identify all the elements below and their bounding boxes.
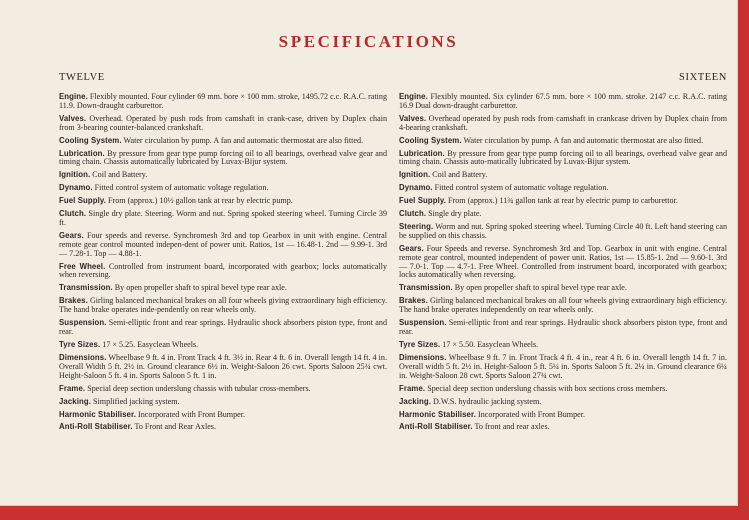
spec-text: By open propeller shaft to spiral bevel type rear axle. bbox=[454, 283, 627, 293]
spec-label: Fuel Supply. bbox=[399, 196, 446, 206]
spec-item bbox=[399, 93, 727, 111]
spec-label: Clutch. bbox=[399, 209, 427, 219]
spec-text: Worm and nut. Spring spoked steering wheel. Turning Circle 40 ft. Left hand steering can be supplied on this chassis. bbox=[399, 222, 727, 241]
spec-item bbox=[399, 171, 727, 180]
spec-item bbox=[59, 171, 387, 180]
spec-item bbox=[399, 297, 727, 315]
twelve-spec-list bbox=[59, 93, 387, 436]
sixteen-heading: SIXTEEN bbox=[679, 72, 727, 83]
spec-label: Free Wheel. bbox=[59, 261, 106, 271]
spec-label: Gears. bbox=[59, 231, 84, 241]
spec-label: Gears. bbox=[399, 244, 424, 254]
spec-text: Simplified jacking system. bbox=[93, 396, 180, 406]
spec-text: Special deep section underslung chassis with tubular cross-members. bbox=[87, 383, 311, 393]
spec-label: Tyre Sizes. bbox=[59, 339, 101, 349]
spec-text: From (approx.) 10½ gallon tank at rear by electric pump. bbox=[108, 196, 293, 206]
spec-text: Controlled from instrument board, incorporated with gearbox; locks automatically when reversing. bbox=[59, 261, 387, 280]
spec-text: To front and rear axles. bbox=[474, 422, 550, 432]
spec-text: Girling balanced mechanical brakes on all four wheels giving extraordinary high efficiency. The hand brake operates inde-pendently on rear wheels only. bbox=[59, 296, 387, 315]
spec-text: Overhead operated by push rods from camshaft in crankcase driven by Duplex chain from 4-bearing crankshaft. bbox=[399, 113, 727, 132]
spec-item bbox=[399, 197, 727, 206]
spec-text: Coil and Battery. bbox=[92, 170, 148, 180]
spec-text: Single dry plate. bbox=[428, 209, 482, 219]
spec-label: Cooling System. bbox=[399, 135, 462, 145]
spec-label: Lubrication. bbox=[59, 148, 105, 158]
spec-label: Harmonic Stabiliser. bbox=[399, 409, 476, 419]
spec-text: Special deep section underslung chassis with box sections cross members. bbox=[427, 383, 668, 393]
spec-text: Water circulation by pump. A fan and automatic thermostat are also fitted. bbox=[463, 135, 704, 145]
spec-text: From (approx.) 11¾ gallon tank at rear by electric pump to carburettor. bbox=[448, 196, 678, 206]
spec-item bbox=[399, 150, 727, 168]
spec-text: Semi-elliptic front and rear springs. Hydraulic shock absorbers piston type, front and rear. bbox=[399, 318, 727, 336]
spec-text: Fitted control system of automatic voltage regulation. bbox=[94, 183, 269, 193]
spec-label: Harmonic Stabiliser. bbox=[59, 409, 136, 419]
spec-label: Valves. bbox=[59, 113, 87, 123]
spec-item bbox=[59, 284, 387, 293]
spec-item bbox=[59, 93, 387, 111]
spec-label: Frame. bbox=[59, 383, 86, 393]
spec-label: Frame. bbox=[399, 383, 426, 393]
spec-text: Water circulation by pump. A fan and automatic thermostat are also fitted. bbox=[123, 135, 364, 145]
spec-label: Suspension. bbox=[59, 318, 107, 328]
spec-label: Anti-Roll Stabiliser. bbox=[59, 422, 133, 432]
spec-item bbox=[59, 354, 387, 380]
spec-text: Flexibly mounted. Four cylinder 69 mm. bore × 100 mm. stroke, 1495.72 c.c. R.A.C. rating 11.9. Down-draught carburettor. bbox=[59, 92, 387, 110]
spec-text: Fitted control system of automatic voltage regulation. bbox=[434, 183, 609, 193]
spec-label: Tyre Sizes. bbox=[399, 339, 441, 349]
spec-item bbox=[399, 184, 727, 193]
spec-item bbox=[59, 398, 387, 407]
spec-item bbox=[59, 423, 387, 432]
spec-item bbox=[59, 137, 387, 146]
spec-item bbox=[59, 184, 387, 193]
spec-item bbox=[399, 341, 727, 350]
spec-label: Transmission. bbox=[59, 283, 113, 293]
spec-label: Dynamo. bbox=[59, 183, 93, 193]
spec-item bbox=[399, 354, 727, 380]
spec-label: Ignition. bbox=[399, 170, 431, 180]
spec-label: Dimensions. bbox=[59, 352, 107, 362]
spec-item bbox=[59, 150, 387, 168]
spec-item bbox=[59, 210, 387, 228]
spec-item bbox=[399, 115, 727, 133]
spec-text: Flexibly mounted. Six cylinder 67.5 mm. bore × 100 mm. stroke. 2147 c.c. R.A.C. rating 16.9 Dual down-draught carburettor. bbox=[399, 92, 728, 110]
spec-label: Engine. bbox=[399, 92, 428, 101]
spec-text: Overhead. Operated by push rods from camshaft in crank-case, driven by Duplex chain from 3-bearing counter-balanced crankshaft. bbox=[59, 113, 387, 132]
spec-text: Wheelbase 9 ft. 4 in. Front Track 4 ft. 3½ in. Rear 4 ft. 6 in. Overall length 14 ft. 4 in. Overall Width 5 ft. 2½ in. Ground clearance 6½ in. Weight-Saloon 26 cwt. Sports Saloon 25¾ cwt. Height-Saloon 5 ft. 4 in. Sports Saloon 5 ft. 1 in. bbox=[59, 352, 387, 380]
spec-label: Transmission. bbox=[399, 283, 453, 293]
spec-text: By pressure from gear type pump forcing oil to all bearings, overhead valve gear and timing chain. Chassis automatically lubricated by Luvax-Bijur system. bbox=[59, 148, 387, 167]
spec-item bbox=[59, 385, 387, 394]
spec-item bbox=[399, 245, 727, 280]
spec-item bbox=[399, 385, 727, 394]
sixteen-spec-list bbox=[399, 93, 727, 436]
spec-text: Single dry plate. Steering. Worm and nut. Spring spoked steering wheel. Turning Circle 39 ft. bbox=[59, 209, 387, 228]
spec-label: Ignition. bbox=[59, 170, 91, 180]
spec-label: Jacking. bbox=[59, 396, 92, 406]
spec-item bbox=[59, 197, 387, 206]
twelve-heading: TWELVE bbox=[59, 72, 105, 83]
spec-text: By pressure from gear type pump forcing oil to all bearings, overhead valve gear and timing chain. Chassis auto-matically lubricated by Luvax-Bijur system. bbox=[399, 148, 727, 167]
spec-label: Steering. bbox=[399, 222, 434, 232]
spec-label: Fuel Supply. bbox=[59, 196, 106, 206]
spec-label: Brakes. bbox=[59, 296, 88, 306]
spec-text: Four speeds and reverse. Synchromesh 3rd and top Gearbox in unit with engine. Central remote gear control mounted indepen-dent of power unit. Ratios, 1st — 16.48-1. 2nd — 9.99-1. 3rd — 7.28-1. Top — 4.88-1. bbox=[59, 231, 387, 258]
spec-item bbox=[59, 263, 387, 281]
spec-item bbox=[59, 319, 387, 337]
spec-label: Brakes. bbox=[399, 296, 428, 306]
spec-text: Incorporated with Front Bumper. bbox=[478, 409, 585, 419]
spec-text: Coil and Battery. bbox=[432, 170, 488, 180]
spec-item bbox=[399, 284, 727, 293]
spec-item bbox=[399, 223, 727, 241]
spec-text: 17 × 5.50. Easyclean Wheels. bbox=[442, 339, 539, 349]
spec-text: D.W.S. hydraulic jacking system. bbox=[433, 396, 542, 406]
spec-item bbox=[59, 341, 387, 350]
spec-text: To Front and Rear Axles. bbox=[134, 422, 216, 432]
spec-label: Clutch. bbox=[59, 209, 87, 219]
spec-label: Valves. bbox=[399, 113, 427, 123]
spec-label: Anti-Roll Stabiliser. bbox=[399, 422, 473, 432]
spec-item bbox=[399, 411, 727, 420]
spec-text: Four Speeds and reverse. Synchromesh 3rd and Top. Gearbox in unit with engine. Central remote gear control, mounted independent of power unit. Ratios, 1st — 15.85-1. 2nd — 9.60-1. 3rd — 7.0-1. Top — 4.7-1. Free Wheel. Controlled from instrument board, incorporated with gearbox; locks automatically when reversing. bbox=[399, 244, 728, 280]
spec-item bbox=[59, 411, 387, 420]
spec-text: By open propeller shaft to spiral bevel type rear axle. bbox=[114, 283, 287, 293]
spec-text: Girling balanced mechanical brakes on all four wheels giving extraordinary high efficiency. The hand brake operates independently on rear wheels only. bbox=[399, 296, 727, 315]
spec-item bbox=[399, 423, 727, 432]
spec-item bbox=[399, 319, 727, 337]
spec-text: Semi-elliptic front and rear springs. Hydraulic shock absorbers piston type, front and rear. bbox=[59, 318, 387, 336]
spec-text: Incorporated with Front Bumper. bbox=[138, 409, 245, 419]
spec-text: Wheelbase 9 ft. 7 in. Front Track 4 ft. 4 in., rear 4 ft. 6 in. Overall length 14 ft. 7 in. Overall width 5 ft. 2½ in. Height-Saloon 5 ft. 5¼ in. Sports Saloon 5 ft. 2¼ in. Ground clearance 6¼ in. Weight-Saloon 28 cwt. Sports Saloon 27¾ cwt. bbox=[399, 352, 727, 380]
spec-label: Dimensions. bbox=[399, 352, 447, 362]
spec-item bbox=[399, 398, 727, 407]
spec-label: Jacking. bbox=[399, 396, 432, 406]
spec-item bbox=[399, 137, 727, 146]
spec-item bbox=[59, 297, 387, 315]
spec-item bbox=[59, 115, 387, 133]
spec-item bbox=[59, 232, 387, 258]
spec-label: Engine. bbox=[59, 92, 88, 101]
spec-text: 17 × 5.25. Easyclean Wheels. bbox=[102, 339, 199, 349]
page-title: SPECIFICATIONS bbox=[278, 32, 459, 51]
spec-label: Dynamo. bbox=[399, 183, 433, 193]
spec-label: Suspension. bbox=[399, 318, 447, 328]
spec-label: Cooling System. bbox=[59, 135, 122, 145]
spec-item bbox=[399, 210, 727, 219]
spec-label: Lubrication. bbox=[399, 148, 445, 158]
